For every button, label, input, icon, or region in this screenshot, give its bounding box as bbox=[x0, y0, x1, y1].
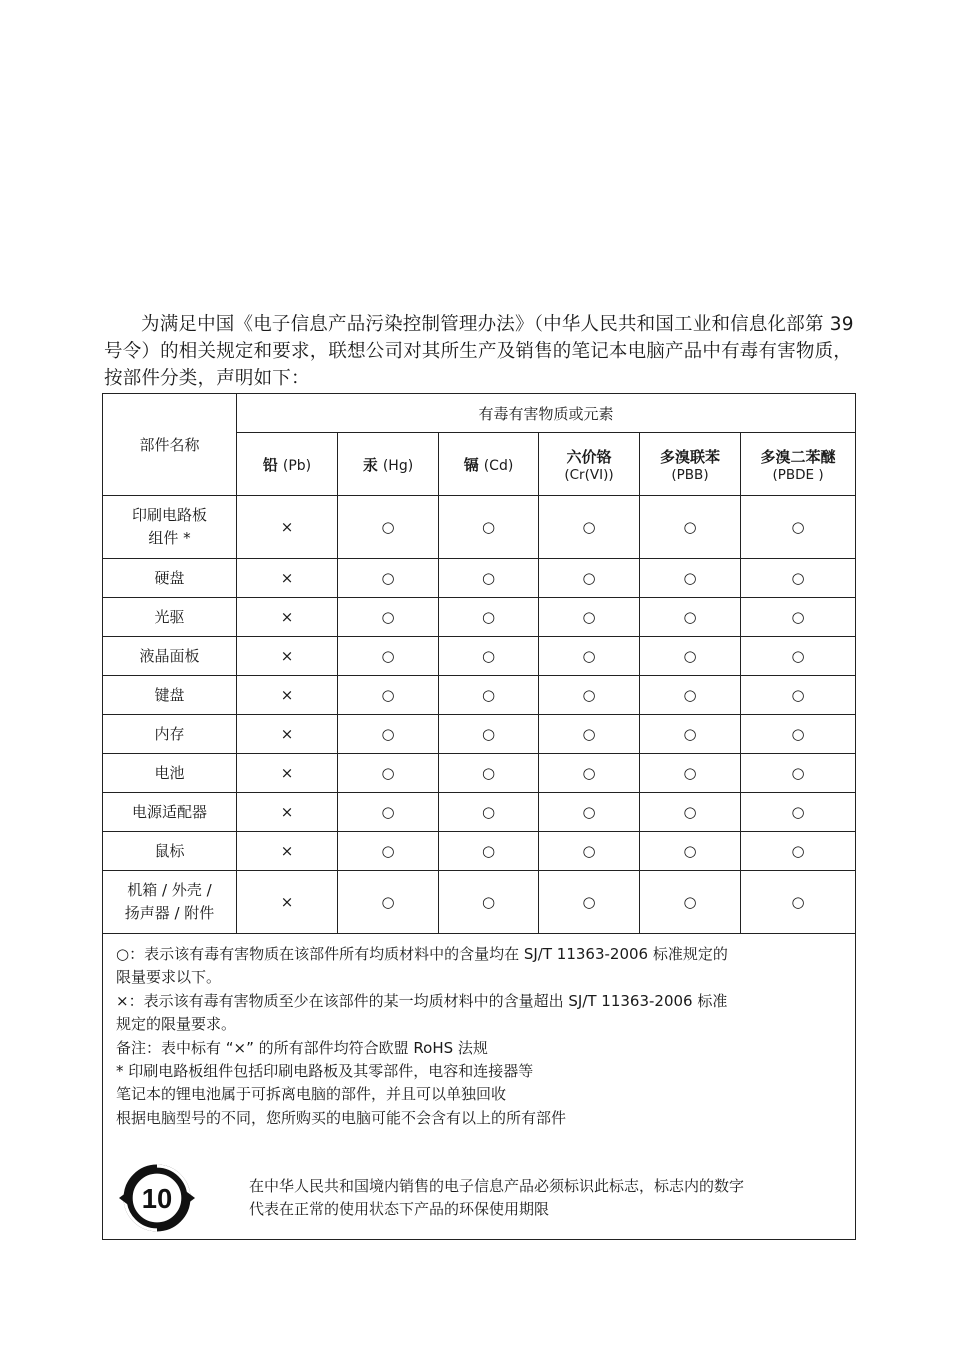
note-line: 根据电脑型号的不同，您所购买的电脑可能不会含有以上的所有部件 bbox=[116, 1108, 567, 1127]
substance-status-cell: ○ bbox=[741, 793, 856, 832]
substance-status-cell: × bbox=[237, 676, 338, 715]
part-name-cell bbox=[103, 676, 237, 715]
hazardous-substances-table bbox=[102, 393, 856, 1240]
substance-group-header: 有毒有害物质或元素 bbox=[237, 394, 856, 433]
note-line: * 印刷电路板组件包括印刷电路板及其零部件，电容和连接器等 bbox=[116, 1062, 534, 1081]
part-name-header: 部件名称 bbox=[103, 394, 237, 496]
substance-name: 铅 bbox=[262, 455, 278, 474]
substance-status-cell: ○ bbox=[640, 715, 741, 754]
substance-status-cell: ○ bbox=[539, 598, 640, 637]
table-row bbox=[103, 559, 856, 598]
part-name-line: 液晶面板 bbox=[139, 646, 200, 665]
intro-paragraph: 为满足中国《电子信息产品污染控制管理办法》（中华人民共和国工业和信息化部第 39 号令）的相关规定和要求，联想公司对其所生产及销售的笔记本电脑产品中有毒有害物质，按部件分类，声明如下： bbox=[104, 314, 854, 389]
substance-status-cell: ○ bbox=[439, 754, 539, 793]
substance-status-cell: ○ bbox=[539, 496, 640, 559]
substance-status-cell: ○ bbox=[539, 715, 640, 754]
substance-status-cell: × bbox=[237, 715, 338, 754]
part-name-line: 电池 bbox=[154, 763, 185, 782]
note-line: 限量要求以下。 bbox=[116, 968, 222, 987]
substance-status-cell: ○ bbox=[539, 637, 640, 676]
part-name-cell bbox=[103, 832, 237, 871]
substance-status-cell: ○ bbox=[338, 496, 439, 559]
substance-name: 六价铬 bbox=[566, 447, 612, 466]
substance-status-cell: ○ bbox=[439, 637, 539, 676]
note-line: 笔记本的锂电池属于可拆离电脑的部件，并且可以单独回收 bbox=[116, 1085, 507, 1104]
substance-status-cell: ○ bbox=[741, 676, 856, 715]
part-name-line: 硬盘 bbox=[154, 568, 185, 587]
logo-number: 10 bbox=[141, 1183, 173, 1215]
substance-status-cell: ○ bbox=[640, 637, 741, 676]
substance-status-cell: ○ bbox=[640, 871, 741, 934]
part-name-line: 光驱 bbox=[154, 607, 185, 626]
substance-status-cell: × bbox=[237, 559, 338, 598]
part-name-line: 印刷电路板 bbox=[131, 506, 207, 524]
substance-status-cell: ○ bbox=[439, 793, 539, 832]
substance-status-cell: × bbox=[237, 754, 338, 793]
substance-status-cell: × bbox=[237, 598, 338, 637]
substance-status-cell: ○ bbox=[539, 559, 640, 598]
table-row bbox=[103, 598, 856, 637]
part-name-cell bbox=[103, 793, 237, 832]
substance-status-cell: ○ bbox=[539, 832, 640, 871]
substance-status-cell: ○ bbox=[439, 871, 539, 934]
table-row bbox=[103, 871, 856, 934]
substance-symbol: (Pb) bbox=[282, 457, 312, 474]
substance-symbol: (Hg) bbox=[382, 457, 414, 474]
substance-status-cell: × bbox=[237, 871, 338, 934]
part-name-cell bbox=[103, 715, 237, 754]
substance-header bbox=[237, 433, 338, 496]
part-name-line: 电源适配器 bbox=[131, 802, 207, 821]
part-name-cell bbox=[103, 754, 237, 793]
substance-header bbox=[640, 433, 741, 496]
part-name-line: 组件 * bbox=[148, 529, 191, 547]
footer-line: 代表在正常的使用状态下产品的环保使用期限 bbox=[249, 1200, 550, 1219]
table-row bbox=[103, 676, 856, 715]
substance-status-cell: ○ bbox=[439, 715, 539, 754]
substance-symbol: (PBB) bbox=[671, 466, 709, 483]
part-name-line: 机箱 / 外壳 / bbox=[127, 881, 212, 899]
note-line: 规定的限量要求。 bbox=[116, 1015, 237, 1034]
substance-status-cell: ○ bbox=[338, 598, 439, 637]
table-row bbox=[103, 715, 856, 754]
substance-status-cell: ○ bbox=[640, 598, 741, 637]
substance-status-cell: ○ bbox=[640, 832, 741, 871]
substance-header bbox=[539, 433, 640, 496]
part-name-cell bbox=[103, 496, 237, 559]
substance-status-cell: ○ bbox=[741, 598, 856, 637]
substance-status-cell: ○ bbox=[741, 715, 856, 754]
substance-status-cell: ○ bbox=[338, 637, 439, 676]
substance-name: 多溴二苯醚 bbox=[760, 447, 836, 466]
substance-status-cell: ○ bbox=[640, 754, 741, 793]
substance-status-cell: ○ bbox=[439, 832, 539, 871]
part-name-cell bbox=[103, 559, 237, 598]
substance-name: 镉 bbox=[463, 455, 479, 474]
substance-status-cell: ○ bbox=[741, 871, 856, 934]
notes-cell bbox=[103, 934, 856, 1240]
note-line: ×：表示该有毒有害物质至少在该部件的某一均质材料中的含量超出 SJ/T 11363-2006 标准 bbox=[116, 991, 728, 1010]
substance-name: 汞 bbox=[362, 455, 378, 474]
part-name-cell bbox=[103, 637, 237, 676]
substance-status-cell: ○ bbox=[539, 871, 640, 934]
part-name-line: 内存 bbox=[154, 724, 185, 743]
part-name-line: 键盘 bbox=[154, 685, 185, 704]
substance-symbol: (Cd) bbox=[483, 457, 514, 474]
substance-status-cell: × bbox=[237, 496, 338, 559]
substance-status-cell: ○ bbox=[640, 559, 741, 598]
substance-symbol: (PBDE ) bbox=[772, 466, 824, 483]
substance-status-cell: ○ bbox=[338, 559, 439, 598]
part-name-cell bbox=[103, 598, 237, 637]
substance-status-cell: ○ bbox=[741, 559, 856, 598]
substance-status-cell: ○ bbox=[539, 793, 640, 832]
substance-status-cell: ○ bbox=[539, 676, 640, 715]
table-row bbox=[103, 754, 856, 793]
substance-status-cell: ○ bbox=[338, 793, 439, 832]
substance-status-cell: ○ bbox=[439, 496, 539, 559]
part-name-cell bbox=[103, 871, 237, 934]
part-name-line: 扬声器 / 附件 bbox=[124, 904, 215, 922]
substance-status-cell: ○ bbox=[640, 676, 741, 715]
footer-text bbox=[249, 1175, 849, 1221]
note-line: ○：表示该有毒有害物质在该部件所有均质材料中的含量均在 SJ/T 11363-2006 标准规定的 bbox=[116, 945, 728, 963]
substance-header bbox=[338, 433, 439, 496]
substance-status-cell: ○ bbox=[338, 832, 439, 871]
substance-status-cell: ○ bbox=[640, 496, 741, 559]
substance-status-cell: ○ bbox=[338, 871, 439, 934]
substance-status-cell: ○ bbox=[539, 754, 640, 793]
substance-status-cell: ○ bbox=[741, 637, 856, 676]
substance-status-cell: ○ bbox=[741, 754, 856, 793]
footer-line: 在中华人民共和国境内销售的电子信息产品必须标识此标志，标志内的数字 bbox=[249, 1177, 745, 1196]
substance-status-cell: ○ bbox=[741, 496, 856, 559]
substance-name: 多溴联苯 bbox=[659, 447, 720, 466]
substance-header bbox=[439, 433, 539, 496]
table-row bbox=[103, 637, 856, 676]
table-row bbox=[103, 832, 856, 871]
substance-symbol: (Cr(VI)) bbox=[564, 466, 614, 483]
substance-status-cell: ○ bbox=[741, 832, 856, 871]
notes bbox=[103, 934, 855, 1130]
substance-status-cell: × bbox=[237, 637, 338, 676]
substance-status-cell: ○ bbox=[439, 559, 539, 598]
note-line: 备注：表中标有 “×” 的所有部件均符合欧盟 RoHS 法规 bbox=[116, 1038, 488, 1057]
substance-status-cell: ○ bbox=[338, 676, 439, 715]
substance-status-cell: × bbox=[237, 832, 338, 871]
substance-header bbox=[741, 433, 856, 496]
substance-status-cell: ○ bbox=[439, 598, 539, 637]
part-name-line: 鼠标 bbox=[154, 841, 185, 860]
environmental-protection-use-period-icon bbox=[119, 1160, 195, 1236]
table-row bbox=[103, 793, 856, 832]
footer-row bbox=[103, 1162, 855, 1234]
substance-status-cell: ○ bbox=[338, 715, 439, 754]
table-row bbox=[103, 496, 856, 559]
substance-status-cell: ○ bbox=[439, 676, 539, 715]
substance-status-cell: ○ bbox=[640, 793, 741, 832]
substance-status-cell: × bbox=[237, 793, 338, 832]
substance-status-cell: ○ bbox=[338, 754, 439, 793]
